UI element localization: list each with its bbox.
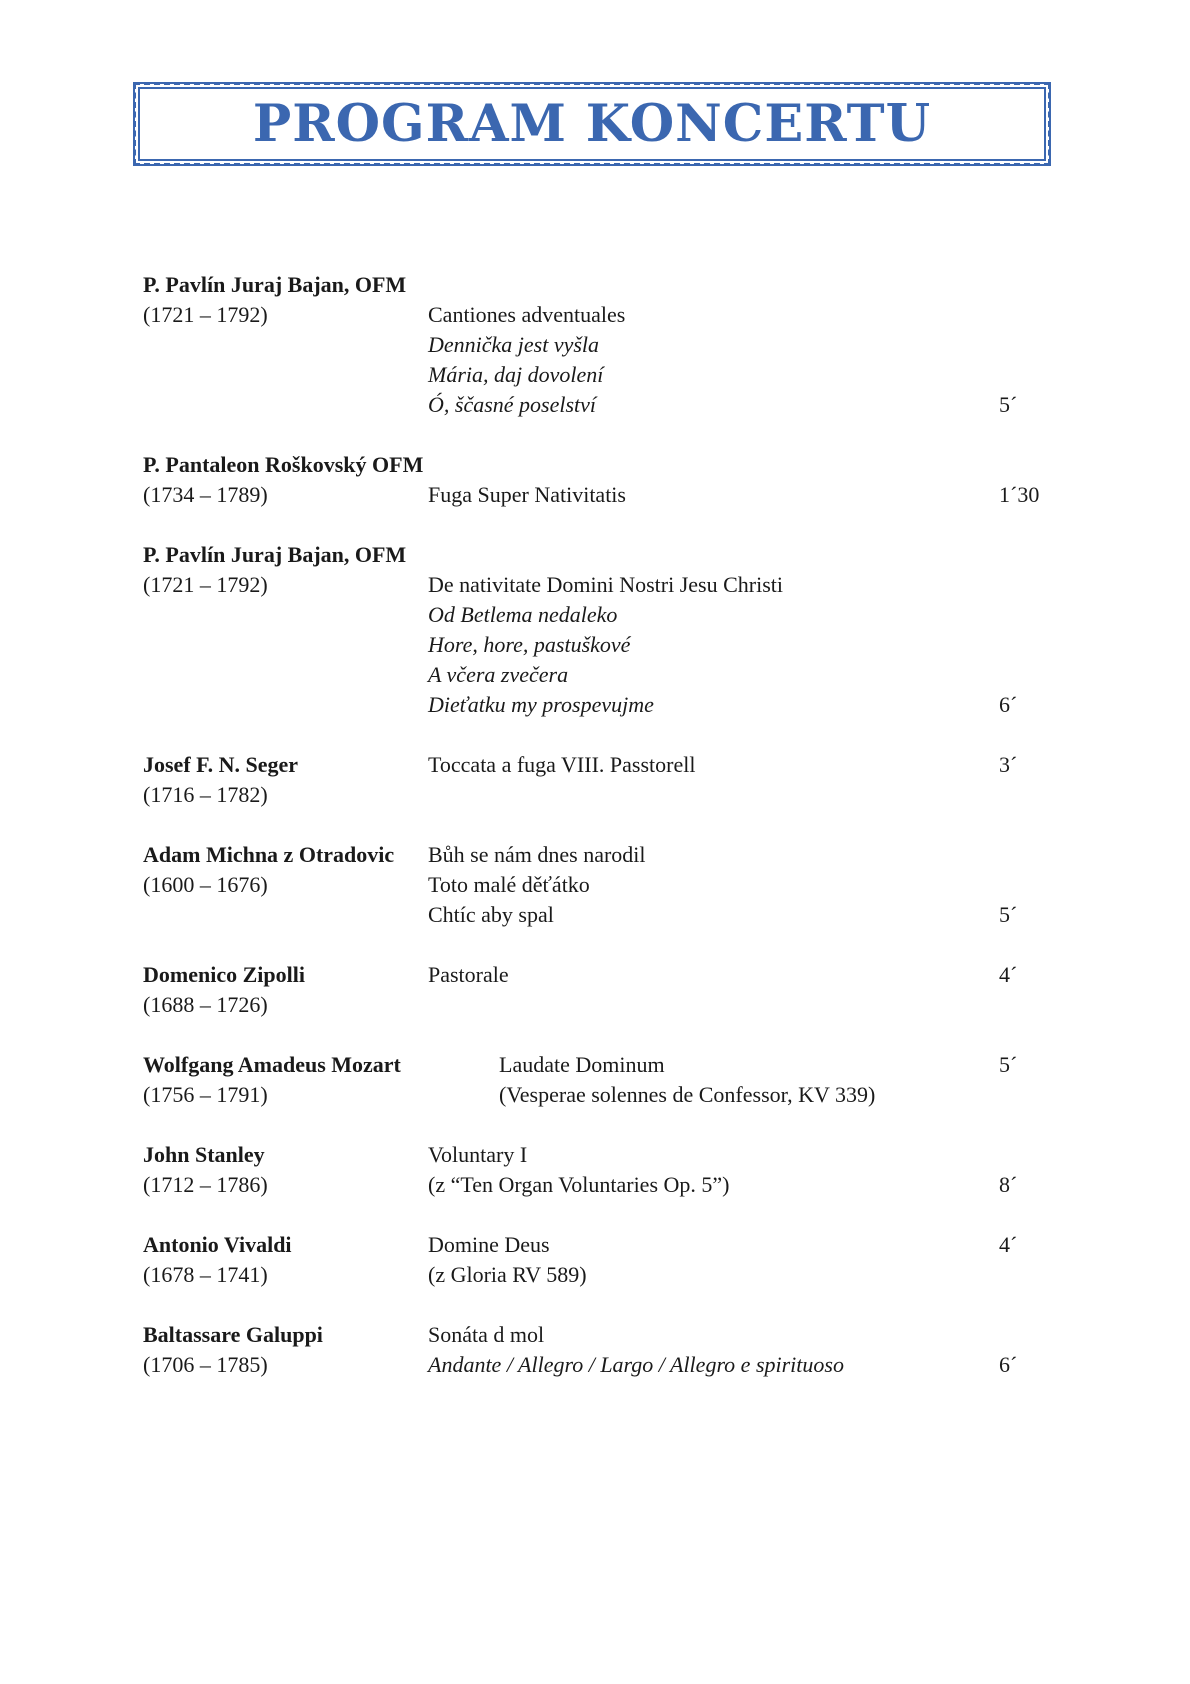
duration: 4´ <box>999 962 1018 987</box>
duration: 3´ <box>999 752 1018 777</box>
work-title: Cantiones adventuales <box>428 302 626 327</box>
composer-dates: (1706 – 1785) <box>143 1352 268 1377</box>
composer-name: P. Pantaleon Roškovský OFM <box>143 452 424 477</box>
composer-name: P. Pavlín Juraj Bajan, OFM <box>143 272 407 297</box>
work-title: Toto malé děťátko <box>428 872 590 897</box>
composer-dates: (1734 – 1789) <box>143 482 268 507</box>
composer-dates: (1716 – 1782) <box>143 782 268 807</box>
duration: 6´ <box>999 1352 1018 1377</box>
duration: 6´ <box>999 692 1018 717</box>
program-item <box>143 1050 1073 1110</box>
work-note: (Vesperae solennes de Confessor, KV 339) <box>499 1082 876 1107</box>
duration: 8´ <box>999 1172 1018 1197</box>
work-title: Toccata a fuga VIII. Passtorell <box>428 752 696 777</box>
work-title: Sonáta d mol <box>428 1322 545 1347</box>
work-title: Domine Deus <box>428 1232 550 1257</box>
work-movements: Andante / Allegro / Largo / Allegro e spirituoso <box>428 1352 844 1377</box>
composer-name: Baltassare Galuppi <box>143 1322 323 1347</box>
duration: 5´ <box>999 1052 1018 1077</box>
program-item <box>143 1140 1073 1200</box>
work-title: De nativitate Domini Nostri Jesu Christi <box>428 572 784 597</box>
composer-dates: (1600 – 1676) <box>143 872 268 897</box>
composer-name: John Stanley <box>143 1142 265 1167</box>
composer-dates: (1688 – 1726) <box>143 992 268 1017</box>
work-part: Hore, hore, pastuškové <box>428 632 631 657</box>
title-frame <box>133 82 1051 166</box>
program-item <box>143 540 1073 720</box>
duration: 5´ <box>999 902 1018 927</box>
work-part: A včera zvečera <box>428 662 569 687</box>
program-item <box>143 270 1073 420</box>
composer-dates: (1756 – 1791) <box>143 1082 268 1107</box>
program-item <box>143 450 1073 510</box>
work-title: Fuga Super Nativitatis <box>428 482 626 507</box>
program-item <box>143 750 1073 810</box>
work-part: Od Betlema nedaleko <box>428 602 618 627</box>
composer-name: Josef F. N. Seger <box>143 752 298 777</box>
composer-name: Domenico Zipolli <box>143 962 305 987</box>
program-item <box>143 960 1073 1020</box>
program-item <box>143 1320 1073 1380</box>
work-part: Dieťatku my prospevujme <box>428 692 654 717</box>
work-part: Dennička jest vyšla <box>428 332 600 357</box>
work-title: Laudate Dominum <box>499 1052 665 1077</box>
work-note: (z Gloria RV 589) <box>428 1262 587 1287</box>
page-title: PROGRAM KONCERTU <box>252 93 932 154</box>
composer-name: P. Pavlín Juraj Bajan, OFM <box>143 542 407 567</box>
composer-dates: (1721 – 1792) <box>143 302 268 327</box>
program-item <box>143 840 1073 930</box>
work-part: Mária, daj dovolení <box>428 362 604 387</box>
duration: 4´ <box>999 1232 1018 1257</box>
composer-name: Antonio Vivaldi <box>143 1232 292 1257</box>
duration: 1´30 <box>999 482 1040 507</box>
concert-program <box>143 270 1073 1410</box>
work-title: Pastorale <box>428 962 509 987</box>
work-title: Chtíc aby spal <box>428 902 554 927</box>
composer-dates: (1712 – 1786) <box>143 1172 268 1197</box>
composer-dates: (1678 – 1741) <box>143 1262 268 1287</box>
work-note: (z “Ten Organ Voluntaries Op. 5”) <box>428 1172 730 1197</box>
work-title: Voluntary I <box>428 1142 528 1167</box>
work-title: Bůh se nám dnes narodil <box>428 842 646 867</box>
composer-dates: (1721 – 1792) <box>143 572 268 597</box>
composer-name: Wolfgang Amadeus Mozart <box>143 1052 401 1077</box>
program-item <box>143 1230 1073 1290</box>
composer-name: Adam Michna z Otradovic <box>143 842 395 867</box>
duration: 5´ <box>999 392 1018 417</box>
work-part: Ó, ščasné poselství <box>428 392 597 417</box>
